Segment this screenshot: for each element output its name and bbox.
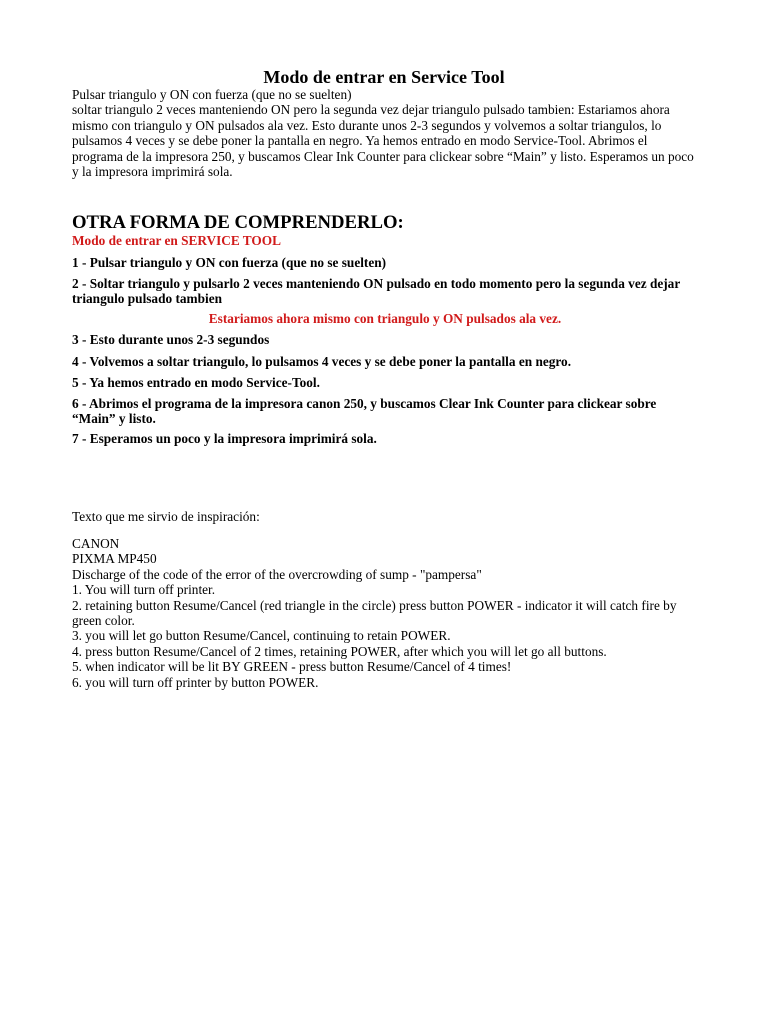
intro-line: Pulsar triangulo y ON con fuerza (que no se suelten) xyxy=(72,87,352,102)
reference-line: 2. retaining button Resume/Cancel (red triangle in the circle) press button POWER - indicator it will catch fire by green color. xyxy=(72,597,677,629)
step-3: 3 - Esto durante unos 2-3 segundos xyxy=(72,332,270,347)
reference-text xyxy=(72,536,702,690)
reference-line: Discharge of the code of the error of the overcrowding of sump - "pampersa" xyxy=(72,566,482,582)
highlight-note: Estariamos ahora mismo con triangulo y ON pulsados ala vez. xyxy=(208,311,562,326)
document-title: Modo de entrar en Service Tool xyxy=(263,67,505,87)
reference-line: PIXMA MP450 xyxy=(72,551,157,567)
section-subheading: Modo de entrar en SERVICE TOOL xyxy=(72,233,281,248)
reference-line: CANON xyxy=(72,536,120,551)
step-7: 7 - Esperamos un poco y la impresora imprimirá sola. xyxy=(72,431,377,446)
reference-line: 4. press button Resume/Cancel of 2 times, retaining POWER, after which you will let go all buttons. xyxy=(72,643,607,659)
reference-line: 5. when indicator will be lit BY GREEN - press button Resume/Cancel of 4 times! xyxy=(72,659,512,675)
reference-line: 6. you will turn off printer by button POWER. xyxy=(72,674,319,690)
reference-line: 1. You will turn off printer. xyxy=(72,582,216,598)
step-2: 2 - Soltar triangulo y pulsarlo 2 veces manteniendo ON pulsado en todo momento pero la segunda vez dejar triangulo pulsado tambien xyxy=(72,276,680,307)
intro-paragraph xyxy=(72,87,698,179)
step-4: 4 - Volvemos a soltar triangulo, lo pulsamos 4 veces y se debe poner la pantalla en negro. xyxy=(72,354,572,369)
step-6: 6 - Abrimos el programa de la impresora canon 250, y buscamos Clear Ink Counter para clickear sobre “Main” y listo. xyxy=(72,396,657,427)
step-1: 1 - Pulsar triangulo y ON con fuerza (que no se suelten) xyxy=(72,255,387,270)
step-5: 5 - Ya hemos entrado en modo Service-Tool. xyxy=(72,375,320,390)
section-heading: OTRA FORMA DE COMPRENDERLO: xyxy=(72,212,404,233)
reference-line: 3. you will let go button Resume/Cancel, continuing to retain POWER. xyxy=(72,628,451,644)
inspiration-label: Texto que me sirvio de inspiración: xyxy=(72,509,260,524)
intro-line: soltar triangulo 2 veces manteniendo ON pero la segunda vez dejar triangulo pulsado tambien: Estariamos ahora mismo con triangulo y ON pulsados ala vez. Esto durante unos 2-3 segundos y volvemos a soltar triangulos, lo pulsamos 4 veces y se debe poner la pantalla en negro. Ya hemos entrado en modo Service-Tool. Abrimos el programa de la impresora 250, y buscamos Clear Ink Counter para clickear sobre “Main” y listo. Esperamos un poco y la impresora imprimirá sola. xyxy=(72,102,694,180)
